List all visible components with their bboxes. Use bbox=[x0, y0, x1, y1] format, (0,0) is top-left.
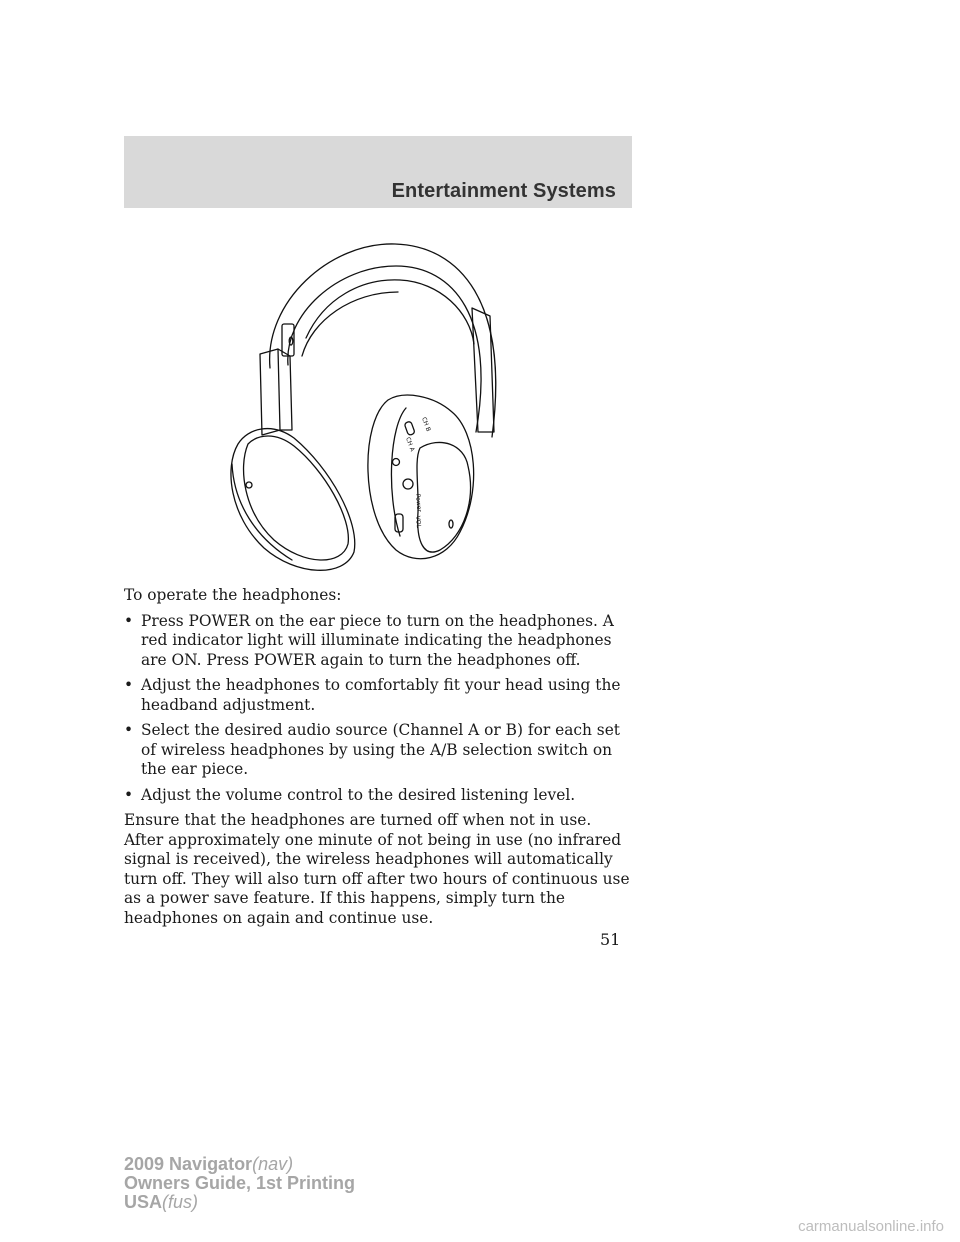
intro-text: To operate the headphones: bbox=[124, 586, 342, 604]
section-title: Entertainment Systems bbox=[391, 180, 616, 202]
headband-outer bbox=[270, 244, 496, 437]
footer-region-code: (fus) bbox=[162, 1192, 199, 1212]
headphones-illustration bbox=[220, 232, 520, 572]
right-slider bbox=[472, 308, 494, 432]
headband-inner bbox=[288, 266, 481, 432]
footer-model: 2009 Navigator bbox=[124, 1154, 253, 1174]
svg-text:CH A: CH A bbox=[404, 436, 416, 453]
footer-model-code: (nav) bbox=[252, 1154, 294, 1174]
instructions-content bbox=[124, 586, 632, 934]
power-off-paragraph: Ensure that the headphones are turned off when not in use. After approximately one minute of not being in use (no infrared signal is received), the wireless headphones will automatically turn off. They will also turn off after two hours of continuous use as a power save feature. If this happens, simply turn the headphones on again and continue use. bbox=[124, 811, 630, 927]
instruction-list bbox=[124, 612, 632, 806]
instruction-text: Select the desired audio source (Channel A or B) for each set of wireless headphones by using the A/B selection switch on the ear piece. bbox=[141, 721, 620, 778]
instruction-item bbox=[124, 612, 632, 671]
watermark: carmanualsonline.info bbox=[798, 1218, 944, 1235]
instruction-item bbox=[124, 786, 632, 806]
instruction-item bbox=[124, 676, 632, 715]
footer-region: USA bbox=[124, 1192, 163, 1212]
bullet-glyph: • bbox=[124, 785, 134, 804]
svg-text:VOL: VOL bbox=[414, 515, 423, 529]
section-header-band bbox=[124, 136, 632, 208]
instruction-text: Adjust the volume control to the desired listening level. bbox=[141, 785, 576, 804]
document-footer bbox=[124, 1155, 355, 1212]
bullet-glyph: • bbox=[124, 611, 134, 630]
svg-text:Power: Power bbox=[414, 493, 423, 513]
page-number: 51 bbox=[600, 930, 621, 949]
instruction-text: Adjust the headphones to comfortably fit your head using the headband adjustment. bbox=[141, 676, 621, 714]
instruction-text: Press POWER on the ear piece to turn on the headphones. A red indicator light will illuminate indicating the headphones are ON. Press POWER again to turn the headphones off. bbox=[141, 611, 614, 669]
bullet-glyph: • bbox=[124, 721, 134, 739]
instruction-item bbox=[124, 721, 632, 780]
ab-switch-icon bbox=[404, 421, 415, 436]
bullet-glyph: • bbox=[124, 676, 134, 694]
power-button-icon bbox=[403, 479, 413, 489]
svg-text:CH B: CH B bbox=[420, 416, 432, 433]
footer-guide: Owners Guide, 1st Printing bbox=[124, 1173, 356, 1193]
